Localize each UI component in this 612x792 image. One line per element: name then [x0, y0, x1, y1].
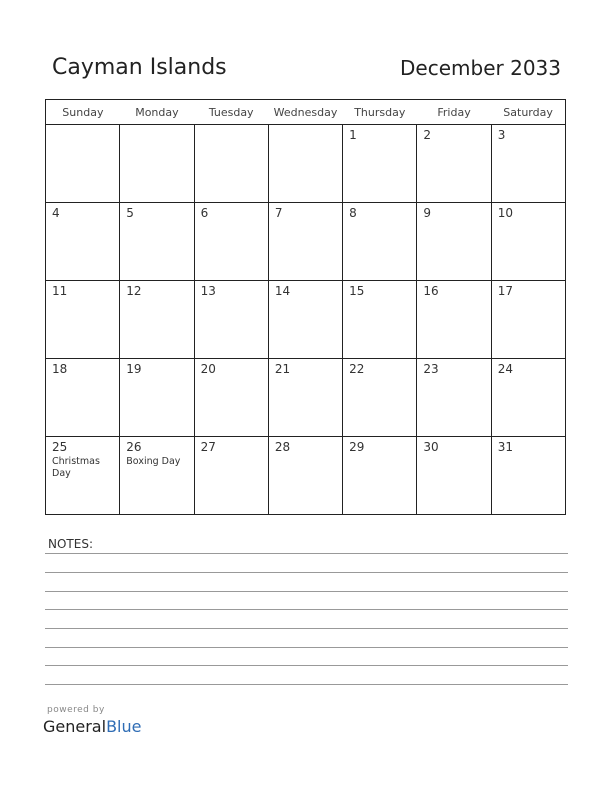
day-cell [194, 437, 268, 515]
day-number: 26 [126, 440, 142, 454]
notes-line [45, 665, 568, 666]
weekday-header-row [46, 100, 566, 125]
weekday-monday: Monday [120, 100, 194, 125]
day-cell [194, 125, 268, 203]
day-number: 25 [52, 440, 68, 454]
weekday-tuesday: Tuesday [194, 100, 268, 125]
day-cell [343, 359, 417, 437]
holiday-label: Christmas Day [52, 456, 100, 479]
weekday-saturday: Saturday [491, 100, 565, 125]
day-cell [194, 281, 268, 359]
day-number: 24 [497, 362, 513, 376]
day-cell [120, 437, 194, 515]
day-number: 1 [349, 128, 357, 142]
day-number: 30 [423, 440, 439, 454]
week-row [46, 203, 566, 281]
calendar-country-title: Cayman Islands [52, 55, 227, 80]
day-number: 10 [497, 206, 513, 220]
notes-line [45, 684, 568, 685]
day-number: 22 [349, 362, 365, 376]
day-number: 8 [349, 206, 357, 220]
weekday-thursday: Thursday [343, 100, 417, 125]
calendar-grid [45, 99, 566, 515]
day-number: 13 [200, 284, 216, 298]
day-cell [417, 437, 491, 515]
notes-label: NOTES: [48, 537, 93, 551]
day-cell [120, 125, 194, 203]
day-cell [417, 359, 491, 437]
week-row [46, 125, 566, 203]
day-cell [491, 437, 565, 515]
day-cell [46, 437, 120, 515]
day-number: 15 [349, 284, 365, 298]
day-number: 11 [52, 284, 68, 298]
day-number: 18 [52, 362, 68, 376]
powered-by-text: powered by [47, 705, 105, 715]
day-number: 20 [200, 362, 216, 376]
day-cell [268, 281, 342, 359]
day-number: 9 [423, 206, 432, 220]
day-number: 23 [423, 362, 439, 376]
day-number: 2 [423, 128, 432, 142]
day-cell [120, 281, 194, 359]
day-number: 17 [497, 284, 513, 298]
generalblue-logo [43, 717, 141, 736]
day-cell [268, 125, 342, 203]
calendar-month-title: December 2033 [400, 56, 561, 80]
notes-line [45, 609, 568, 610]
day-cell [343, 281, 417, 359]
notes-line [45, 628, 568, 629]
notes-line [45, 647, 568, 648]
notes-line [45, 572, 568, 573]
day-number: 14 [274, 284, 291, 298]
day-cell [343, 125, 417, 203]
day-number: 19 [126, 362, 142, 376]
day-cell [120, 203, 194, 281]
notes-line [45, 553, 568, 554]
day-cell [491, 203, 565, 281]
day-number: 27 [200, 440, 216, 454]
weekday-wednesday: Wednesday [268, 100, 342, 125]
day-number: 29 [349, 440, 365, 454]
day-cell [343, 203, 417, 281]
day-cell [46, 203, 120, 281]
notes-line [45, 591, 568, 592]
day-number: 7 [274, 206, 283, 220]
day-cell [46, 125, 120, 203]
day-cell [46, 281, 120, 359]
day-number: 31 [497, 440, 513, 454]
day-cell [268, 359, 342, 437]
day-cell [268, 437, 342, 515]
day-cell [194, 359, 268, 437]
day-cell [343, 437, 417, 515]
day-cell [417, 125, 491, 203]
day-cell [417, 203, 491, 281]
brand-blue: Blue [106, 717, 142, 736]
day-cell [417, 281, 491, 359]
weekday-friday: Friday [417, 100, 491, 125]
day-cell [491, 359, 565, 437]
day-cell [194, 203, 268, 281]
day-number: 16 [423, 284, 439, 298]
day-cell [268, 203, 342, 281]
day-number: 28 [274, 440, 291, 454]
week-row [46, 359, 566, 437]
day-number: 5 [126, 206, 134, 220]
week-row [46, 437, 566, 515]
brand-general: General [43, 717, 107, 736]
holiday-label: Boxing Day [126, 456, 181, 467]
day-number: 3 [497, 128, 506, 142]
day-cell [120, 359, 194, 437]
day-number: 4 [52, 206, 60, 220]
day-cell [491, 125, 565, 203]
weekday-sunday: Sunday [46, 100, 120, 125]
day-number: 12 [126, 284, 142, 298]
day-number: 21 [274, 362, 291, 376]
day-number: 6 [200, 206, 209, 220]
day-cell [491, 281, 565, 359]
week-row [46, 281, 566, 359]
day-cell [46, 359, 120, 437]
